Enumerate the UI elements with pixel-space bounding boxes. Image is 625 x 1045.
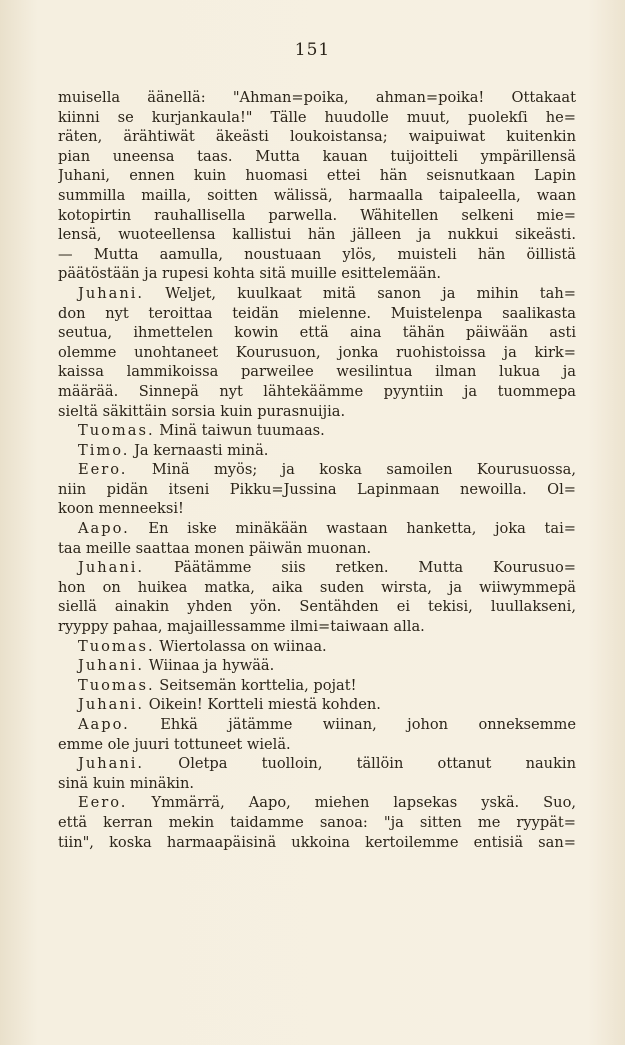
- text-line: [58, 833, 576, 853]
- line-text: Seitsemän korttelia, pojat!: [159, 676, 357, 694]
- line-text: En iske minäkään wastaan hanketta, joka tai=: [148, 520, 576, 538]
- line-text: ryyppy pahaa, majaillessamme ilmi=taiwaan alla.: [58, 618, 425, 636]
- text-line: [58, 578, 576, 598]
- speaker-name: Tuomas.: [78, 676, 155, 694]
- text-line: [58, 225, 576, 245]
- speaker-name: Aapo.: [78, 520, 130, 538]
- line-text: muisella äänellä: "Ahman=poika, ahman=poika! Ottakaat: [58, 89, 576, 106]
- line-text: kiinni se kurjankaula!" Tälle huudolle muut, puolekſi he=: [58, 108, 576, 126]
- line-text: Weljet, kuulkaat mitä sanon ja mihin tah=: [165, 284, 576, 302]
- line-text: Minä myös; ja koska samoilen Kourusuossa,: [151, 461, 576, 479]
- speaker-name: Timo.: [78, 441, 130, 459]
- line-text: että kerran mekin taidamme sanoa: "ja sitten me ryypät=: [58, 813, 576, 831]
- line-text: Ehkä jätämme wiinan, johon onneksemme: [160, 716, 576, 733]
- speaker-name: Eero.: [78, 461, 128, 479]
- text-line: [58, 460, 576, 480]
- line-text: Oikein! Kortteli miestä kohden.: [148, 696, 381, 714]
- line-text: Ymmärrä, Aapo, miehen lapsekas yskä. Suo,: [151, 794, 576, 812]
- line-text: tiin", koska harmaapäisinä ukkoina kertoilemme entisiä san=: [58, 833, 576, 851]
- line-text: olemme unohtaneet Kourusuon, jonka ruohistoissa ja kirk=: [58, 343, 576, 361]
- text-line: [58, 774, 576, 794]
- text-line: [58, 617, 576, 637]
- text-line: [58, 382, 576, 402]
- line-text: — Mutta aamulla, noustuaan ylös, muisteli hän öillistä: [58, 245, 576, 263]
- speaker-name: Juhani.: [78, 284, 145, 302]
- line-text: Ja kernaasti minä.: [134, 441, 269, 459]
- line-text: räten, ärähtiwät äkeästi loukoistansa; waipuiwat kuitenkin: [58, 128, 576, 146]
- text-line: [58, 499, 576, 519]
- text-line: [58, 304, 576, 324]
- line-text: Päätämme siis retken. Mutta Kourusuo=: [173, 559, 576, 577]
- text-line: [58, 108, 576, 128]
- speaker-name: Juhani.: [78, 559, 145, 577]
- line-text: taa meille saattaa monen päiwän muonan.: [58, 539, 372, 557]
- speaker-name: Juhani.: [78, 657, 145, 675]
- speaker-name: Tuomas.: [78, 422, 155, 440]
- line-text: summilla mailla, soitten wälissä, harmaalla taipaleella, waan: [58, 186, 576, 204]
- text-line: [58, 637, 576, 657]
- text-line: [58, 284, 576, 304]
- speaker-name: Eero.: [78, 794, 128, 812]
- line-text: niin pidän itseni Pikku=Jussina Lapinmaan newoilla. Ol=: [58, 480, 576, 498]
- line-text: don nyt teroittaa teidän mielenne. Muistelenpa saalikasta: [58, 304, 576, 322]
- text-line: [58, 343, 576, 363]
- text-line: [58, 166, 576, 186]
- line-text: hon on huikea matka, aika suden wirsta, ja wiiwymmepä: [58, 578, 576, 596]
- text-line: [58, 676, 576, 696]
- page-number: 151: [294, 40, 331, 60]
- line-text: koon menneeksi!: [58, 500, 184, 518]
- text-line: [58, 519, 576, 539]
- text-line: [58, 186, 576, 206]
- text-line: [58, 715, 576, 735]
- line-text: kotopirtin rauhallisella parwella. Wähitellen selkeni mie=: [58, 206, 576, 224]
- text-line: [58, 539, 576, 559]
- line-text: Minä taiwun tuumaas.: [159, 422, 325, 440]
- text-line: [58, 362, 576, 382]
- line-text: määrää. Sinnepä nyt lähtekäämme pyyntiin ja tuommepa: [58, 382, 576, 400]
- text-line: [58, 754, 576, 774]
- text-line: [58, 147, 576, 167]
- text-line: [58, 88, 576, 108]
- text-line: [58, 558, 576, 578]
- speaker-name: Juhani.: [78, 755, 145, 773]
- text-line: [58, 597, 576, 617]
- text-block: [58, 88, 576, 852]
- text-line: [58, 480, 576, 500]
- text-line: [58, 402, 576, 422]
- line-text: sinä kuin minäkin.: [58, 774, 194, 792]
- text-line: [58, 127, 576, 147]
- line-text: lensä, wuoteellensa kallistui hän jälleen ja nukkui sikeästi.: [58, 226, 576, 244]
- text-line: [58, 245, 576, 265]
- line-text: Juhani, ennen kuin huomasi ettei hän seisnutkaan Lapin: [58, 167, 576, 185]
- line-text: siellä ainakin yhden yön. Sentähden ei tekisi, luullakseni,: [58, 598, 576, 616]
- line-text: kaissa lammikoissa parweilee wesilintua ilman lukua ja: [58, 363, 576, 381]
- line-text: Wiertolassa on wiinaa.: [159, 637, 327, 655]
- text-line: [58, 264, 576, 284]
- text-line: [58, 793, 576, 813]
- line-text: emme ole juuri tottuneet wielä.: [58, 735, 291, 753]
- line-text: sieltä säkittäin sorsia kuin purasnuijia.: [58, 402, 346, 420]
- text-line: [58, 206, 576, 226]
- line-text: Oletpa tuolloin, tällöin ottanut naukin: [178, 755, 576, 773]
- text-line: [58, 323, 576, 343]
- line-text: seutua, ihmettelen kowin että aina tähän päiwään asti: [58, 324, 576, 342]
- speaker-name: Aapo.: [78, 716, 130, 733]
- text-line: [58, 656, 576, 676]
- text-line: [58, 735, 576, 755]
- text-line: [58, 421, 576, 441]
- line-text: pian uneensa taas. Mutta kauan tuijoitteli ympärillensä: [58, 147, 576, 165]
- line-text: päätöstään ja rupesi kohta sitä muille esittelemään.: [58, 265, 442, 283]
- speaker-name: Tuomas.: [78, 637, 155, 655]
- speaker-name: Juhani.: [78, 696, 145, 714]
- text-line: [58, 695, 576, 715]
- text-line: [58, 813, 576, 833]
- line-text: Wiinaa ja hywää.: [148, 657, 275, 675]
- text-line: [58, 441, 576, 461]
